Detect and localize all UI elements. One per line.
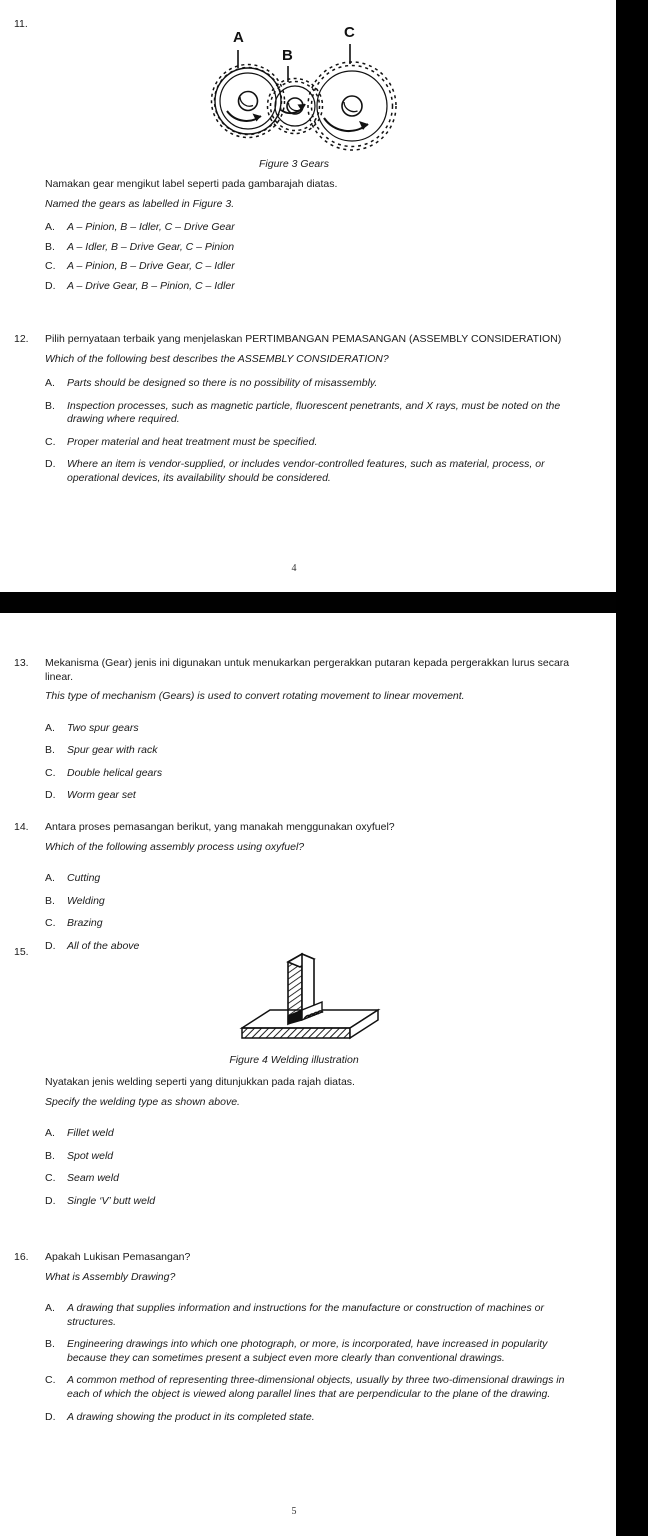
- option-c-letter: C.: [45, 1374, 56, 1387]
- question-15-options: [45, 1127, 575, 1208]
- option-a-text: A drawing that supplies information and instructions for the manufacture or construction of machines or structures.: [67, 1302, 545, 1328]
- option-a-text: Two spur gears: [67, 721, 139, 734]
- option-d-letter: D.: [45, 279, 56, 292]
- option-a-letter: A.: [45, 1302, 55, 1314]
- option-c[interactable]: [45, 436, 575, 450]
- question-12-stem-english: Which of the following best describes the ASSEMBLY CONSIDERATION?: [45, 352, 389, 365]
- option-b[interactable]: [45, 241, 575, 255]
- option-d[interactable]: [45, 1195, 575, 1209]
- page-number-5: 5: [291, 1506, 297, 1517]
- option-a-text: Fillet weld: [67, 1127, 114, 1139]
- option-b[interactable]: [45, 1338, 575, 1365]
- question-13-number: 13.: [14, 657, 29, 669]
- option-a[interactable]: [45, 872, 575, 886]
- question-12-stem-malay: Pilih pernyataan terbaik yang menjelaskan PERTIMBANGAN PEMASANGAN (ASSEMBLY CONSIDERATION): [45, 333, 562, 345]
- figure-3-gears: [0, 18, 616, 178]
- option-d-letter: D.: [45, 1410, 56, 1423]
- question-14-stem-english: Which of the following assembly process using oxyfuel?: [45, 840, 305, 853]
- question-14-number: 14.: [14, 821, 29, 833]
- option-b-text: Spur gear with rack: [67, 744, 158, 757]
- option-b[interactable]: [45, 400, 575, 427]
- option-d[interactable]: [45, 789, 575, 803]
- gears-illustration: [190, 18, 420, 158]
- question-13: [0, 657, 600, 812]
- option-a[interactable]: [45, 377, 575, 391]
- option-c-text: Double helical gears: [67, 766, 163, 779]
- option-d-letter: D.: [45, 458, 56, 471]
- question-14: [0, 821, 600, 962]
- option-c-text: Proper material and heat treatment must be specified.: [67, 435, 318, 448]
- option-d-letter: D.: [45, 1194, 56, 1207]
- page-number-4: 4: [291, 563, 297, 574]
- option-c-letter: C.: [45, 1172, 56, 1185]
- option-b-letter: B.: [45, 240, 55, 253]
- question-16: [0, 1251, 600, 1433]
- question-12-number: 12.: [14, 333, 29, 345]
- question-15-number: 15.: [14, 946, 29, 958]
- gears-svg: [190, 18, 420, 158]
- option-d-text: Where an item is vendor-supplied, or includes vendor-controlled features, such as material, process, or operational devices, its availability should be considered.: [67, 458, 545, 484]
- option-c[interactable]: [45, 260, 575, 274]
- question-11-options: [45, 221, 575, 293]
- option-b[interactable]: [45, 895, 575, 909]
- option-c-text: Seam weld: [67, 1172, 119, 1185]
- page-separator-band: [0, 592, 616, 613]
- option-d-letter: D.: [45, 939, 56, 952]
- question-11: [0, 18, 600, 299]
- question-14-options: [45, 872, 575, 953]
- question-16-number: 16.: [14, 1251, 29, 1263]
- question-13-stem-malay: Mekanisma (Gear) jenis ini digunakan untuk menukarkan pergerakkan putaran kepada pergerakkan lurus secara linear.: [45, 657, 570, 683]
- gear-label-c: C: [344, 24, 355, 41]
- option-d-text: Single ‘V’ butt weld: [67, 1194, 156, 1207]
- option-a[interactable]: [45, 1127, 575, 1141]
- question-11-number: 11.: [14, 18, 28, 30]
- option-b-text: Inspection processes, such as magnetic particle, fluorescent penetrants, and X rays, must be noted on the drawing where required.: [67, 399, 561, 426]
- question-11-stem-malay: Namakan gear mengikut label seperti pada gambarajah diatas.: [45, 178, 338, 190]
- figure-4-caption: Figure 4 Welding illustration: [229, 1054, 359, 1066]
- option-b-letter: B.: [45, 894, 55, 907]
- question-16-stem-english: What is Assembly Drawing?: [45, 1270, 176, 1283]
- option-a-text: Parts should be designed so there is no possibility of misassembly.: [67, 377, 378, 389]
- gear-a: [212, 29, 285, 138]
- option-c[interactable]: [45, 767, 575, 781]
- option-c[interactable]: [45, 1172, 575, 1186]
- option-c-text: Brazing: [67, 917, 103, 930]
- option-b[interactable]: [45, 744, 575, 758]
- option-d-text: A drawing showing the product in its completed state.: [67, 1410, 315, 1423]
- option-a[interactable]: [45, 221, 575, 235]
- question-12: [0, 333, 600, 495]
- option-b-letter: B.: [45, 399, 55, 412]
- option-d[interactable]: [45, 1411, 575, 1425]
- option-d[interactable]: [45, 280, 575, 294]
- question-12-options: [45, 377, 575, 486]
- page-4: [0, 0, 616, 592]
- question-16-options: [45, 1302, 575, 1424]
- option-b-letter: B.: [45, 1338, 55, 1351]
- option-d-text: A – Drive Gear, B – Pinion, C – Idler: [67, 279, 235, 292]
- gear-c: [308, 24, 396, 150]
- option-a-letter: A.: [45, 1127, 55, 1139]
- option-d[interactable]: [45, 458, 575, 485]
- question-16-stem-malay: Apakah Lukisan Pemasangan?: [45, 1251, 191, 1263]
- option-d-text: All of the above: [67, 939, 140, 952]
- option-b-text: Spot weld: [67, 1149, 114, 1162]
- question-13-stem-english: This type of mechanism (Gears) is used to convert rotating movement to linear movement.: [45, 690, 465, 702]
- option-a[interactable]: [45, 722, 575, 736]
- option-a-letter: A.: [45, 221, 55, 233]
- option-b-text: Engineering drawings into which one photograph, or more, is incorporated, have increased in popularity because they can sometimes present a subject even more clearly than conventional drawings.: [67, 1338, 548, 1364]
- option-b-letter: B.: [45, 744, 55, 757]
- option-c-text: A common method of representing three-dimensional objects, usually by three two-dimensional drawings in each of which the object is viewed along parallel lines that are perpendicular to the plane of the drawing.: [67, 1374, 565, 1400]
- option-d-text: Worm gear set: [67, 789, 136, 802]
- question-13-options: [45, 722, 575, 803]
- question-11-stem-english: Named the gears as labelled in Figure 3.: [45, 197, 235, 210]
- welding-svg: [230, 946, 390, 1051]
- option-b-text: Welding: [67, 894, 105, 907]
- option-a-letter: A.: [45, 377, 55, 389]
- option-a[interactable]: [45, 1302, 575, 1329]
- question-14-stem-malay: Antara proses pemasangan berikut, yang manakah menggunakan oxyfuel?: [45, 821, 395, 833]
- gear-label-b: B: [282, 47, 293, 64]
- option-b-text: A – Idler, B – Drive Gear, C – Pinion: [67, 240, 235, 253]
- option-c-text: A – Pinion, B – Drive Gear, C – Idler: [67, 260, 235, 273]
- question-15-stem-malay: Nyatakan jenis welding seperti yang ditunjukkan pada rajah diatas.: [45, 1076, 355, 1088]
- option-c-letter: C.: [45, 917, 56, 930]
- scan-right-gutter: [616, 0, 648, 1536]
- option-c-letter: C.: [45, 260, 56, 273]
- figure-3-caption: Figure 3 Gears: [258, 158, 330, 170]
- option-c[interactable]: [45, 917, 575, 931]
- option-d-letter: D.: [45, 789, 56, 802]
- gear-label-a: A: [233, 29, 244, 46]
- question-15: [0, 946, 600, 1217]
- option-a-text: Cutting: [67, 872, 101, 884]
- figure-4-welding: [0, 946, 616, 1076]
- welding-illustration: [230, 946, 390, 1051]
- option-a-letter: A.: [45, 721, 55, 734]
- option-b-letter: B.: [45, 1149, 55, 1162]
- option-c-letter: C.: [45, 766, 56, 779]
- option-c[interactable]: [45, 1374, 575, 1401]
- page-5: [0, 613, 616, 1536]
- option-c-letter: C.: [45, 435, 56, 448]
- option-a-text: A – Pinion, B – Idler, C – Drive Gear: [67, 221, 235, 233]
- question-15-stem-english: Specify the welding type as shown above.: [45, 1095, 240, 1108]
- option-a-letter: A.: [45, 872, 55, 884]
- option-b[interactable]: [45, 1150, 575, 1164]
